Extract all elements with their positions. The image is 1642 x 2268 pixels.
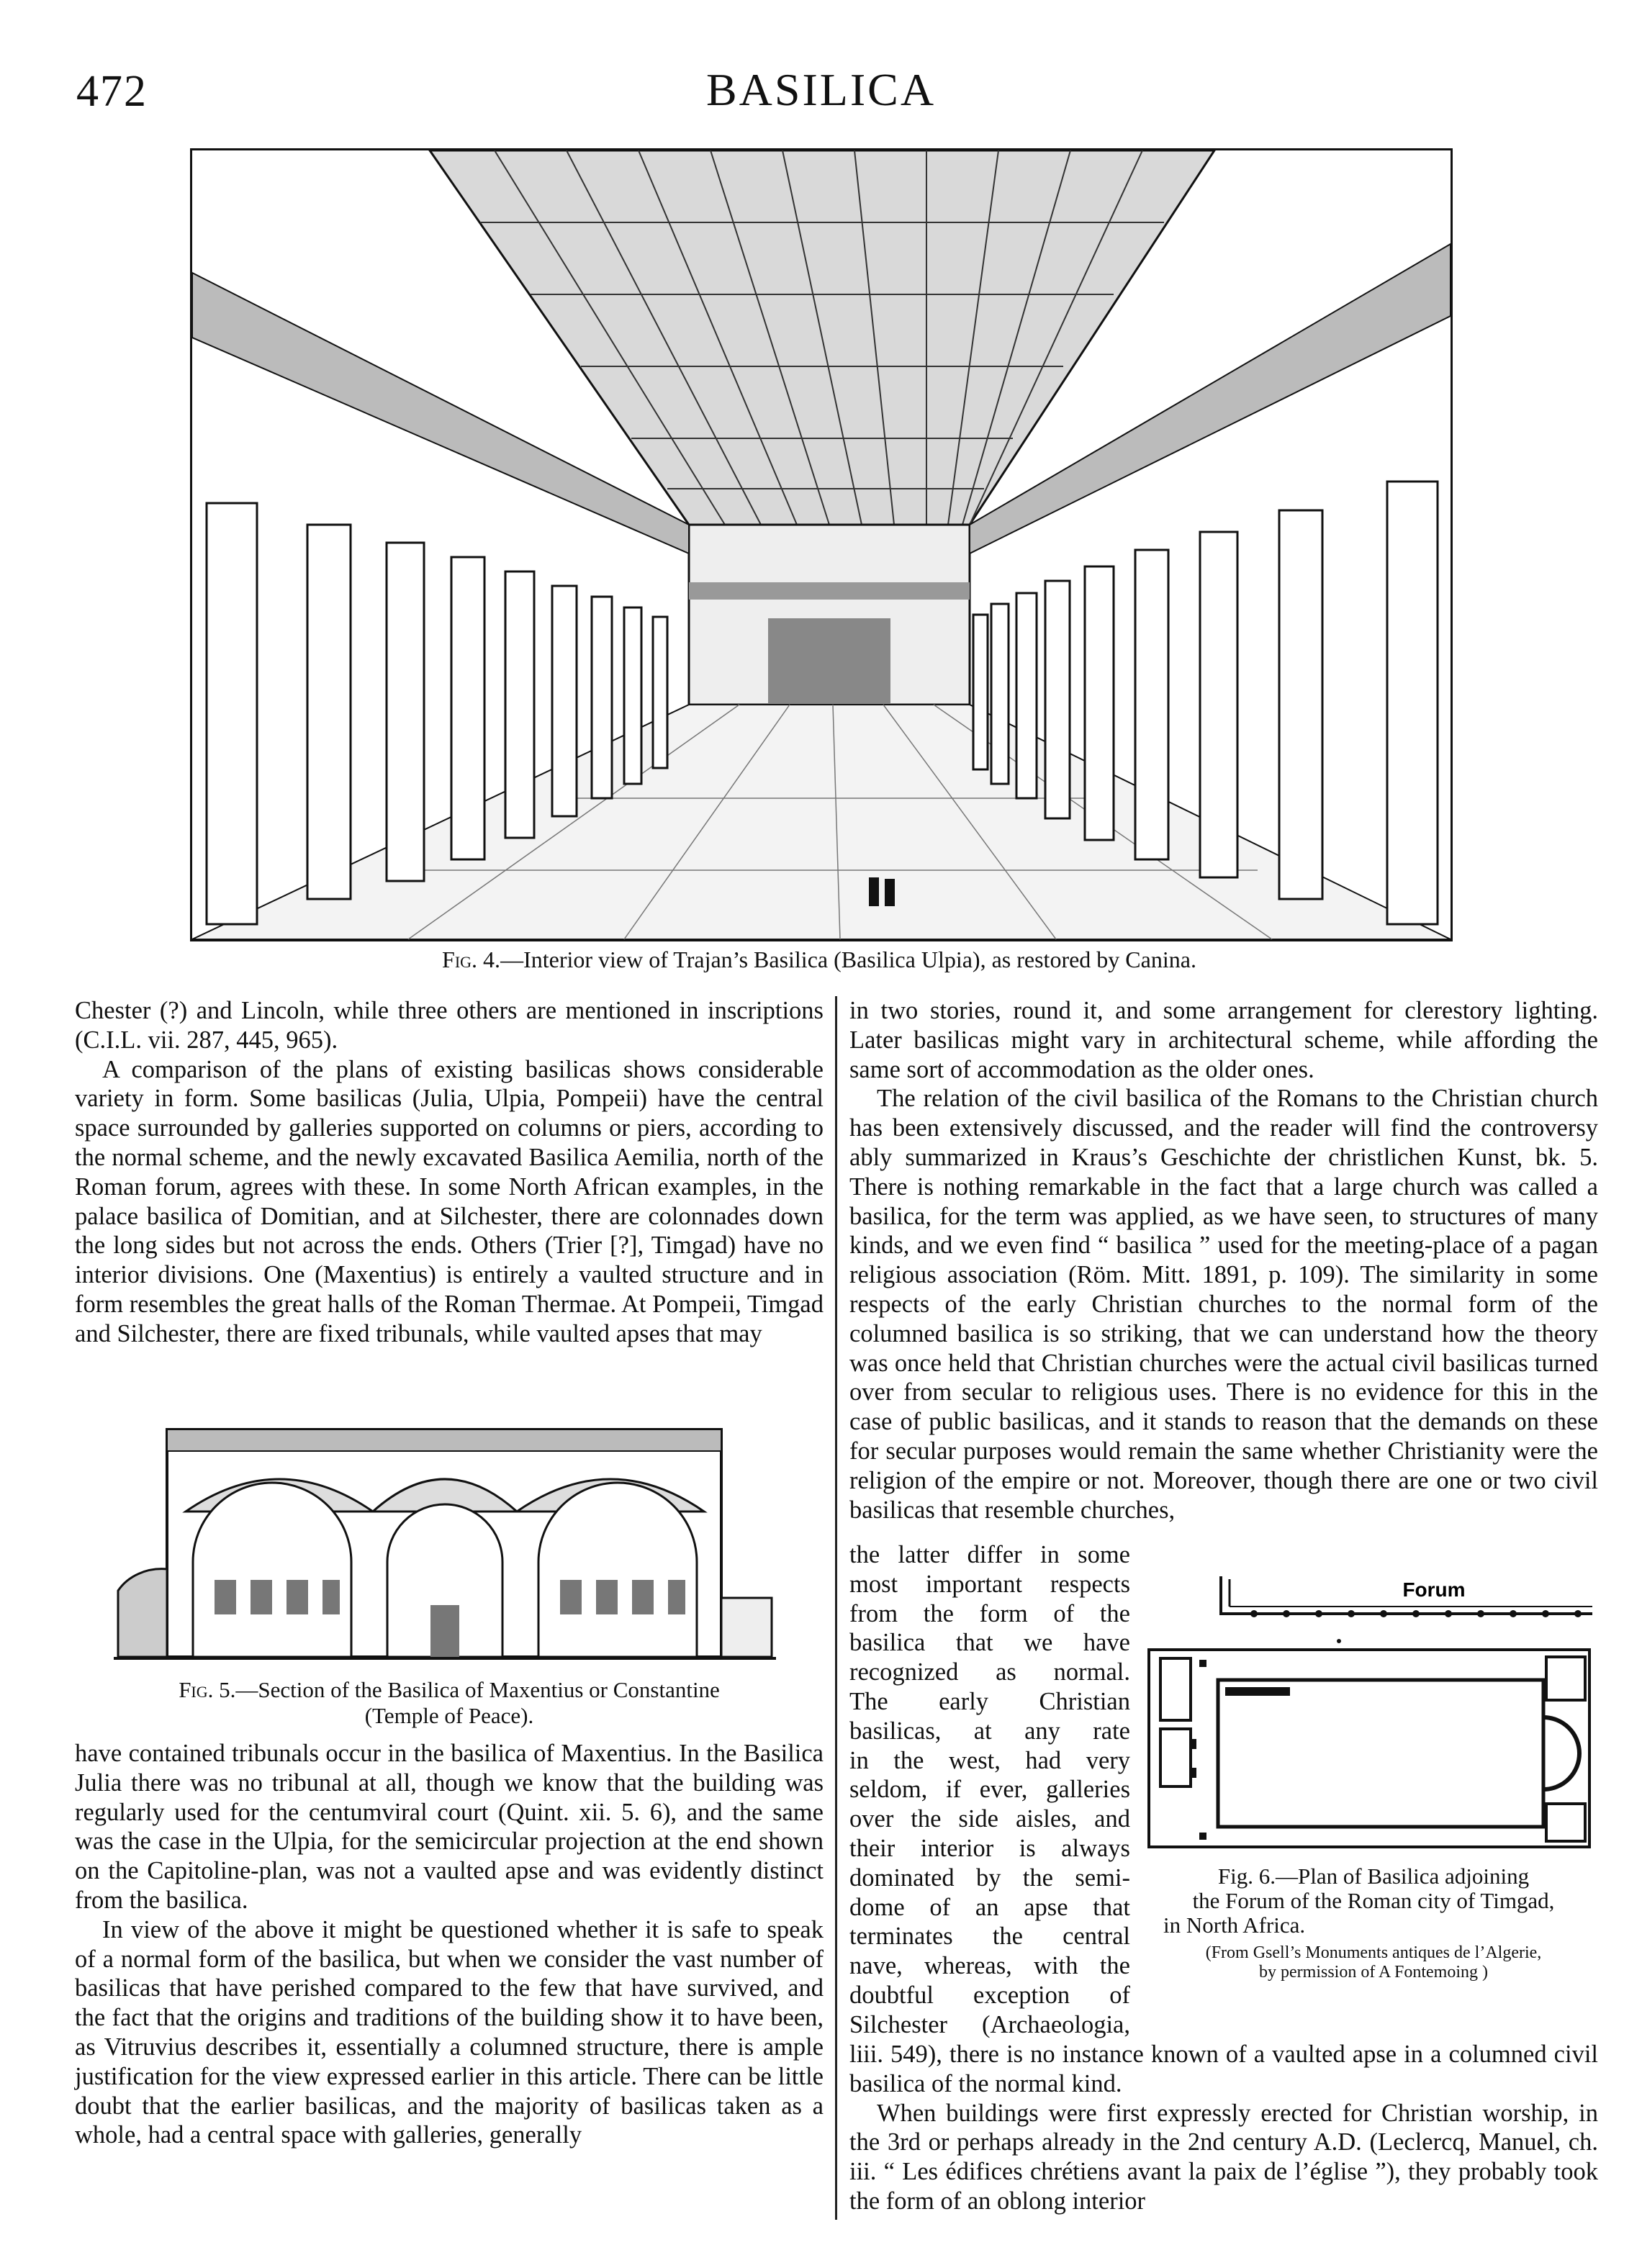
- figure-6-caption-line-3: in North Africa.: [1163, 1912, 1306, 1938]
- maxentius-section-drawing: [114, 1425, 776, 1667]
- left-paragraph-4: In view of the above it might be questioned whether it is safe to speak of a normal form of the basilica, but when we consider the vast number of basilicas that have perished compared to the few that have survived, and the fact that the origins and traditions of the building show it to have been, as Vitruvius describes it, essentially a columned structure, there is ample justification for the view expressed earlier in this article. There can be little doubt that the earlier basilicas, and the majority of basilicas taken as a whole, had a central space with galleries, generally: [75, 1915, 824, 2149]
- left-paragraph-3: have contained tribunals occur in the basilica of Maxentius. In the Basilica Julia there was no tribunal at all, though we know that the building was regularly used for the centumviral court (Quint. xii. 5. 6), and the same was the case in the Ulpia, for the semicircular projection at the end shown on the Capitoline-plan, was not a vaulted apse and was evidently distinct from the basilica.: [75, 1740, 824, 1914]
- wrap-line: from the form of the: [849, 1599, 1130, 1627]
- figure-5-caption: [75, 1677, 824, 1729]
- forum-label: Forum: [1402, 1578, 1466, 1601]
- figure-6-caption-line-2: the Forum of the Roman city of Timgad,: [1192, 1888, 1555, 1913]
- running-title: BASILICA: [705, 64, 937, 115]
- right-paragraph-2: The relation of the civil basilica of the Romans to the Christian church has been extensively discussed, and the reader will find the controversy ably summarized in Kraus’s Geschichte der christlichen Kunst, bk. 5. There is nothing remarkable in the fact that a large church was called a basilica, for the term was applied, as we have seen, to structures of many kinds, and we even find “ basilica ” used for the meeting-place of a pagan religious association (Röm. Mitt. 1891, p. 109). The similarity in some respects of the early Christian churches to the normal form of the columned basilica is so striking, that we can understand how the theory was once held that Christian churches were the actual civil basilicas turned over from secular to religious uses. There is no evidence for this in the case of public basilicas, and it stands to reason that the demands on these for secular purposes would remain the same whether Christianity were the religion of the empire or not. Moreover, though there are one or two civil basilicas that resemble churches,: [849, 1085, 1598, 1524]
- figure-4-illustration: [190, 148, 1453, 941]
- right-paragraph-1: in two stories, round it, and some arrangement for clerestory lighting. Later basilicas might vary in architectural scheme, while affording the same sort of accommodation as the older ones.: [849, 997, 1598, 1083]
- timgad-plan-drawing: [1146, 1566, 1600, 1854]
- left-paragraph-1: Chester (?) and Lincoln, while three others are mentioned in inscriptions (C.I.L. vii. 287, 445, 965).: [75, 997, 824, 1054]
- figure-5-caption-line-1: —Section of the Basilica of Maxentius or Constantine: [235, 1677, 720, 1702]
- page-number: 472: [76, 67, 148, 116]
- wrap-line: dome of an apse that: [849, 1893, 1130, 1921]
- right-column-wrap: [849, 1540, 1130, 2040]
- wrap-line: the latter differ in some: [849, 1541, 1130, 1568]
- right-paragraph-3: liii. 549), there is no instance known of a vaulted apse in a columned civil basilica of the normal kind.: [849, 2041, 1598, 2097]
- wrap-line: terminates the central: [849, 1923, 1130, 1951]
- figure-6-credit-line-2: by permission of A Fontemoing ): [1259, 1963, 1488, 1982]
- wrap-line: basilica that we have: [849, 1629, 1130, 1657]
- wrap-line: recognized as normal.: [849, 1658, 1130, 1686]
- left-column-top: [75, 996, 824, 1349]
- wrap-line: dominated by the semi-: [849, 1863, 1130, 1892]
- right-column-bottom: [849, 2040, 1598, 2216]
- figure-6-caption-line-1: Fig. 6.—Plan of Basilica adjoining: [1217, 1863, 1530, 1889]
- wrap-line: The early Christian: [849, 1687, 1130, 1715]
- column-divider: [835, 996, 837, 2220]
- left-paragraph-2: A comparison of the plans of existing basilicas shows considerable variety in form. Some basilicas (Julia, Ulpia, Pompeii) have the central space surrounded by galleries supported on columns or piers, according to the normal scheme, and the newly excavated Basilica Aemilia, north of the Roman forum, agrees with these. In some North African examples, in the palace basilica of Domitian, and at Silchester, there are colonnades down the long sides but not across the ends. Others (Trier [?], Timgad) have no interior divisions. One (Maxentius) is entirely a vaulted structure and in form resembles the great halls of the Roman Thermae. At Pompeii, Timgad and Silchester, there are fixed tribunals, while vaulted apses that may: [75, 1055, 824, 1347]
- figure-6-plan: [1146, 1566, 1600, 1854]
- figure-6-credit: [1146, 1943, 1601, 1982]
- wrap-line: their interior is always: [849, 1834, 1130, 1862]
- left-column-bottom: [75, 1739, 824, 2150]
- wrap-line: over the side aisles, and: [849, 1805, 1130, 1833]
- wrap-line: seldom, if ever, galleries: [849, 1776, 1130, 1804]
- right-column-top: [849, 996, 1598, 1524]
- wrap-line: basilicas, at any rate: [849, 1717, 1130, 1745]
- figure-5-caption-line-2: (Temple of Peace).: [364, 1703, 534, 1728]
- right-paragraph-4: When buildings were first expressly erected for Christian worship, in the 3rd or perhaps already in the 2nd century A.D. (Leclercq, Manuel, ch. iii. “ Les édifices chrétiens avant la paix de l’église ”), they probably took the form of an oblong interior: [849, 2099, 1598, 2215]
- wrap-line: in the west, had very: [849, 1746, 1130, 1774]
- wrap-line: nave, whereas, with the: [849, 1952, 1130, 1980]
- figure-4-caption: [190, 946, 1448, 973]
- basilica-interior-drawing: [192, 150, 1451, 939]
- figure-5-illustration: [114, 1425, 776, 1667]
- figure-5-label: Fig. 5.: [179, 1677, 236, 1702]
- figure-6-caption: [1146, 1864, 1601, 1938]
- wrap-line: Silchester (Archaeologia,: [849, 2010, 1130, 2038]
- figure-4-caption-text: —Interior view of Trajan’s Basilica (Basilica Ulpia), as restored by Canina.: [500, 946, 1196, 972]
- figure-4-label: Fig. 4.: [442, 946, 501, 972]
- wrap-line: doubtful exception of: [849, 1981, 1130, 2009]
- figure-6-credit-line-1: (From Gsell’s Monuments antiques de l’Algerie,: [1205, 1943, 1542, 1962]
- wrap-line: most important respects: [849, 1570, 1130, 1598]
